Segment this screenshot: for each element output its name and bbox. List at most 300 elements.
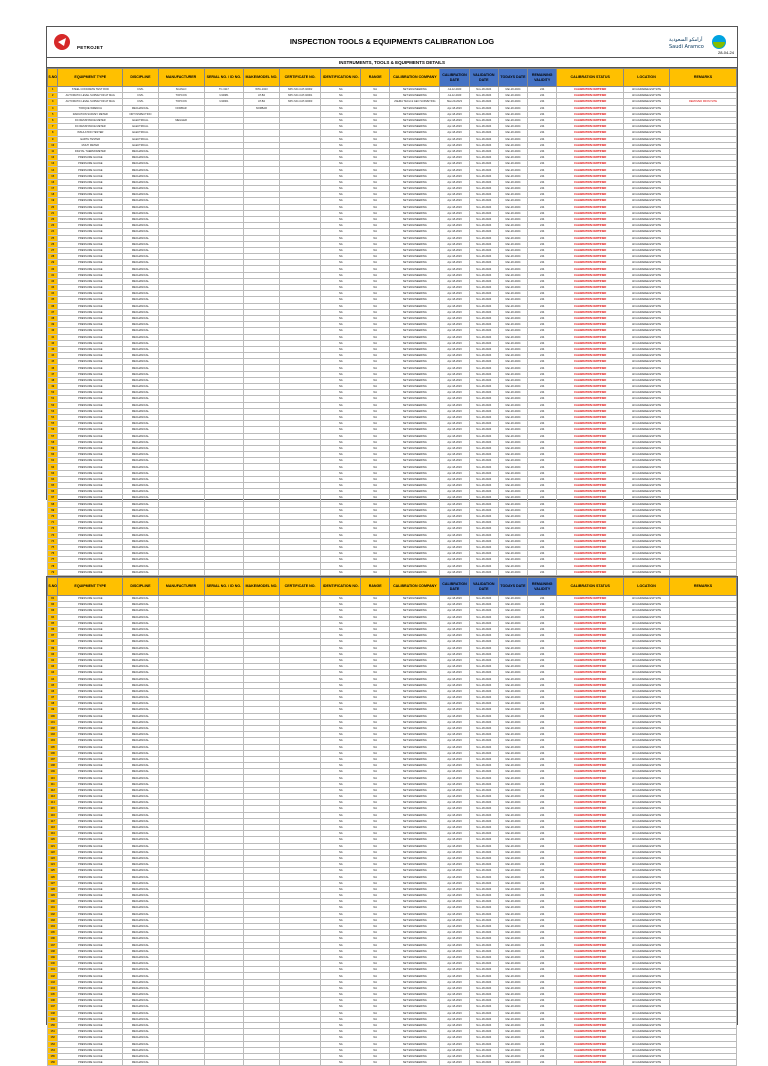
cell-validation-date: Nov-18-2024 (469, 408, 498, 414)
cell-equipment-type: PRESSURE GAUGE (58, 1010, 123, 1016)
cell-todays-date: Mar-20-2024 (498, 111, 527, 117)
cell-discipline: MECHANICAL (123, 371, 158, 377)
cell-remaining-validity: 244 (528, 439, 557, 445)
cell-identification-no: NA (321, 738, 361, 744)
cell-equipment-type: PRESSURE GAUGE (58, 223, 123, 229)
cell-calibration-date: Apr-18-2023 (440, 868, 469, 874)
cell-equipment-type: PRESSURE GAUGE (58, 495, 123, 501)
cell-calibration-status: CALIBRATION CERTIFIED (557, 639, 624, 645)
cell-s-no: 21 (48, 210, 58, 216)
cell-equipment-type: PRESSURE GAUGE (58, 948, 123, 954)
cell-discipline: MECHANICAL (123, 942, 158, 948)
cell-s-no: 28 (48, 254, 58, 260)
cell-discipline: MECHANICAL (123, 173, 158, 179)
cell-s-no: 93 (48, 670, 58, 676)
cell-validation-date: Nov-18-2024 (469, 427, 498, 433)
cell-location: AN AGRAREE ESP SITE (624, 886, 670, 892)
cell-calibration-status: CALIBRATION CERTIFIED (557, 254, 624, 260)
cell-discipline: MECHANICAL (123, 365, 158, 371)
aramco-latin: Saudi Aramco (669, 44, 704, 50)
cell-discipline: MECHANICAL (123, 266, 158, 272)
cell-equipment-type: PRESSURE GAUGE (58, 837, 123, 843)
cell-range: NA (361, 930, 390, 936)
cell-range: NA (361, 526, 390, 532)
cell-location: AN AGRAREE ESP SITE (624, 117, 670, 123)
cell-equipment-type: PRESSURE GAUGE (58, 291, 123, 297)
cell-calibration-company: SET ENGINEERING (390, 93, 440, 99)
cell-validation-date: Nov-18-2024 (469, 229, 498, 235)
cell-identification-no: NA (321, 905, 361, 911)
cell-calibration-date: Apr-18-2023 (440, 501, 469, 507)
cell-calibration-date: Apr-18-2023 (440, 241, 469, 247)
cell-equipment-type: PRESSURE GAUGE (58, 998, 123, 1004)
cell-s-no: 125 (48, 868, 58, 874)
cell-validation-date: Nov-18-2024 (469, 738, 498, 744)
cell-remaining-validity: 244 (528, 695, 557, 701)
cell-location: AN AGRAREE ESP SITE (624, 719, 670, 725)
cell-discipline: MECHANICAL (123, 812, 158, 818)
cell-calibration-company: SET ENGINEERING (390, 489, 440, 495)
cell-validation-date: Nov-18-2024 (469, 695, 498, 701)
cell-s-no: 146 (48, 998, 58, 1004)
cell-discipline: MECHANICAL (123, 427, 158, 433)
cell-discipline: MECHANICAL (123, 979, 158, 985)
cell-range: NA (361, 229, 390, 235)
cell-calibration-date: Apr-18-2023 (440, 445, 469, 451)
cell-s-no: 106 (48, 750, 58, 756)
cell-equipment-type: PRESSURE GAUGE (58, 800, 123, 806)
cell-s-no: 32 (48, 278, 58, 284)
cell-discipline: MECHANICAL (123, 291, 158, 297)
cell-identification-no: NA (321, 917, 361, 923)
cell-identification-no: NA (321, 544, 361, 550)
cell-location: AN AGRAREE ESP SITE (624, 507, 670, 513)
cell-validation-date: Nov-18-2024 (469, 551, 498, 557)
cell-todays-date: Mar-20-2024 (498, 744, 527, 750)
cell-calibration-date: Apr-18-2023 (440, 923, 469, 929)
cell-todays-date: Mar-20-2024 (498, 756, 527, 762)
cell-remaining-validity: 244 (528, 818, 557, 824)
cell-todays-date: Mar-20-2024 (498, 142, 527, 148)
cell-calibration-status: CALIBRATION CERTIFIED (557, 707, 624, 713)
cell-calibration-company: SET ENGINEERING (390, 1016, 440, 1022)
cell-calibration-date: Apr-18-2023 (440, 105, 469, 111)
cell-calibration-status: CALIBRATION CERTIFIED (557, 695, 624, 701)
cell-remaining-validity: 244 (528, 886, 557, 892)
cell-identification-no: NA (321, 278, 361, 284)
cell-calibration-company: SET ENGINEERING (390, 427, 440, 433)
cell-range: NA (361, 359, 390, 365)
cell-range: NA (361, 664, 390, 670)
cell-calibration-status: CALIBRATION CERTIFIED (557, 837, 624, 843)
cell-calibration-company: SET ENGINEERING (390, 495, 440, 501)
cell-todays-date: Mar-20-2024 (498, 136, 527, 142)
table-body (48, 87, 737, 582)
cell-todays-date: Mar-20-2024 (498, 688, 527, 694)
cell-discipline: MECHANICAL (123, 806, 158, 812)
cell-location: AN AGRAREE ESP SITE (624, 1053, 670, 1059)
cell-validation-date: Nov-18-2024 (469, 569, 498, 575)
cell-equipment-type: PRESSURE GAUGE (58, 155, 123, 161)
cell-s-no: 11 (48, 148, 58, 154)
cell-validation-date: Nov-18-2024 (469, 893, 498, 899)
cell-identification-no: NA (321, 315, 361, 321)
section-subtitle: INSTRUMENTS, TOOLS & EQUIPMENTS DETAILS (47, 58, 737, 68)
cell-remaining-validity: 244 (528, 707, 557, 713)
cell-range: NA (361, 886, 390, 892)
cell-calibration-status: CALIBRATION CERTIFIED (557, 973, 624, 979)
cell-calibration-company: SET ENGINEERING (390, 421, 440, 427)
cell-validation-date: Nov-18-2024 (469, 620, 498, 626)
cell-todays-date: Mar-20-2024 (498, 651, 527, 657)
cell-calibration-company: SET ENGINEERING (390, 155, 440, 161)
cell-range: NA (361, 173, 390, 179)
cell-equipment-type: PRESSURE GAUGE (58, 961, 123, 967)
cell-calibration-status: CALIBRATION CERTIFIED (557, 688, 624, 694)
cell-todays-date: Mar-20-2024 (498, 725, 527, 731)
cell-discipline: MECHANICAL (123, 676, 158, 682)
cell-equipment-type: PRESSURE GAUGE (58, 732, 123, 738)
cell-range: NA (361, 421, 390, 427)
cell-remaining-validity: 244 (528, 235, 557, 241)
cell-s-no: 44 (48, 353, 58, 359)
cell-location: AN AGRAREE ESP SITE (624, 707, 670, 713)
cell-identification-no: NA (321, 216, 361, 222)
cell-validation-date: Nov-18-2024 (469, 701, 498, 707)
cell-todays-date: Mar-20-2024 (498, 210, 527, 216)
cell-s-no: 89 (48, 645, 58, 651)
cell-calibration-date: Apr-18-2023 (440, 812, 469, 818)
cell-equipment-type: PRESSURE GAUGE (58, 744, 123, 750)
cell-calibration-company: SET ENGINEERING (390, 111, 440, 117)
cell-todays-date: Mar-20-2024 (498, 645, 527, 651)
cell-validation-date: Nov-18-2024 (469, 507, 498, 513)
cell-remaining-validity: 244 (528, 130, 557, 136)
cell-discipline: MECHANICAL (123, 179, 158, 185)
cell-identification-no: NA (321, 812, 361, 818)
cell-certificate-no (279, 1060, 321, 1066)
cell-s-no: 95 (48, 682, 58, 688)
cell-calibration-status: CALIBRATION CERTIFIED (557, 476, 624, 482)
cell-calibration-company: SET ENGINEERING (390, 458, 440, 464)
cell-range: NA (361, 470, 390, 476)
cell-calibration-date: Apr-18-2023 (440, 961, 469, 967)
cell-location: AN AGRAREE ESP SITE (624, 340, 670, 346)
cell-todays-date: Mar-20-2024 (498, 602, 527, 608)
cell-location: AN AGRAREE ESP SITE (624, 495, 670, 501)
cell-certificate-no: NPC-SIC-CAT-02003 (279, 99, 321, 105)
cell-todays-date: Mar-20-2024 (498, 105, 527, 111)
cell-remaining-validity: 244 (528, 626, 557, 632)
cell-identification-no: NA (321, 794, 361, 800)
cell-calibration-company: SET ENGINEERING (390, 340, 440, 346)
cell-todays-date: Mar-20-2024 (498, 967, 527, 973)
cell-calibration-company: SET ENGINEERING (390, 657, 440, 663)
cell-equipment-type: PRESSURE GAUGE (58, 1029, 123, 1035)
cell-discipline: ELECTRICAL (123, 130, 158, 136)
cell-validation-date: Nov-18-2024 (469, 676, 498, 682)
cell-identification-no: NA (321, 439, 361, 445)
cell-equipment-type: PRESSURE GAUGE (58, 886, 123, 892)
cell-calibration-status: CALIBRATION CERTIFIED (557, 985, 624, 991)
cell-calibration-date: Apr-18-2023 (440, 167, 469, 173)
cell-identification-no: NA (321, 285, 361, 291)
cell-discipline: MECHANICAL (123, 905, 158, 911)
cell-todays-date: Mar-20-2024 (498, 483, 527, 489)
cell-range: NA (361, 800, 390, 806)
cell-validation-date: Nov-18-2024 (469, 433, 498, 439)
cell-location: AN AGRAREE ESP SITE (624, 427, 670, 433)
cell-location: AN AGRAREE ESP SITE (624, 291, 670, 297)
cell-validation-date: Nov-18-2024 (469, 1016, 498, 1022)
cell-calibration-status: CALIBRATION CERTIFIED (557, 651, 624, 657)
cell-equipment-type: PRESSURE GAUGE (58, 992, 123, 998)
cell-range: NA (361, 1041, 390, 1047)
cell-equipment-type: PRESSURE GAUGE (58, 161, 123, 167)
cell-calibration-company: SET ENGINEERING (390, 117, 440, 123)
cell-remaining-validity: 244 (528, 557, 557, 563)
cell-discipline: MECHANICAL (123, 408, 158, 414)
cell-calibration-status: CALIBRATION CERTIFIED (557, 229, 624, 235)
cell-calibration-status: CALIBRATION CERTIFIED (557, 1035, 624, 1041)
cell-equipment-type: PRESSURE GAUGE (58, 707, 123, 713)
cell-calibration-date: Apr-18-2023 (440, 942, 469, 948)
cell-todays-date: Mar-20-2024 (498, 272, 527, 278)
cell-discipline: MECHANICAL (123, 315, 158, 321)
cell-calibration-status: CALIBRATION CERTIFIED (557, 563, 624, 569)
cell-remaining-validity: 244 (528, 198, 557, 204)
cell-calibration-status: CALIBRATION CERTIFIED (557, 596, 624, 602)
cell-location: AN AGRAREE ESP SITE (624, 1035, 670, 1041)
cell-identification-no: NA (321, 340, 361, 346)
cell-remaining-validity: 244 (528, 763, 557, 769)
cell-range: NA (361, 291, 390, 297)
cell-location: AN AGRAREE ESP SITE (624, 744, 670, 750)
cell-todays-date: Mar-20-2024 (498, 719, 527, 725)
cell-discipline: CIVIL (123, 93, 158, 99)
cell-identification-no: NA (321, 421, 361, 427)
cell-calibration-date: Apr-18-2023 (440, 893, 469, 899)
cell-make-model: AT-B4 (244, 93, 279, 99)
cell-calibration-company: SET ENGINEERING (390, 241, 440, 247)
cell-validation-date: Nov-18-2024 (469, 186, 498, 192)
cell-todays-date: Mar-20-2024 (498, 948, 527, 954)
cell-s-no: 147 (48, 1004, 58, 1010)
cell-range: NA (361, 334, 390, 340)
cell-calibration-company: SET ENGINEERING (390, 353, 440, 359)
cell-location: AN AGRAREE ESP SITE (624, 645, 670, 651)
cell-calibration-date: Apr-18-2023 (440, 384, 469, 390)
cell-identification-no: NA (321, 998, 361, 1004)
cell-location: AN AGRAREE ESP SITE (624, 124, 670, 130)
cell-todays-date: Mar-20-2024 (498, 501, 527, 507)
cell-s-no: 108 (48, 763, 58, 769)
cell-validation-date: Nov-18-2024 (469, 979, 498, 985)
cell-make-model: WTA-1023 (244, 87, 279, 93)
cell-range: NA (361, 476, 390, 482)
cell-calibration-status: CALIBRATION CERTIFIED (557, 626, 624, 632)
cell-calibration-status: CALIBRATION CERTIFIED (557, 421, 624, 427)
cell-identification-no: NA (321, 328, 361, 334)
cell-todays-date: Mar-20-2024 (498, 433, 527, 439)
cell-calibration-date: Apr-18-2023 (440, 192, 469, 198)
cell-identification-no: NA (321, 855, 361, 861)
cell-discipline: MECHANICAL (123, 596, 158, 602)
cell-serial-no: U34901 (204, 99, 244, 105)
cell-equipment-type: PRESSURE GAUGE (58, 781, 123, 787)
cell-range: NA (361, 186, 390, 192)
cell-todays-date: Mar-20-2024 (498, 1016, 527, 1022)
cell-location: AN AGRAREE ESP SITE (624, 732, 670, 738)
cell-validation-date: Nov-18-2024 (469, 520, 498, 526)
cell-remaining-validity: 244 (528, 551, 557, 557)
cell-calibration-company: SET ENGINEERING (390, 161, 440, 167)
cell-calibration-status: CALIBRATION CERTIFIED (557, 948, 624, 954)
cell-range: NA (361, 161, 390, 167)
cell-range: NA (361, 682, 390, 688)
cell-todays-date: Mar-20-2024 (498, 569, 527, 575)
cell-s-no: 77 (48, 557, 58, 563)
cell-todays-date: Mar-20-2024 (498, 794, 527, 800)
cell-calibration-company: SET ENGINEERING (390, 198, 440, 204)
cell-calibration-status: CALIBRATION CERTIFIED (557, 1010, 624, 1016)
cell-calibration-date: Apr-18-2023 (440, 979, 469, 985)
cell-range: NA (361, 315, 390, 321)
cell-calibration-company: SET ENGINEERING (390, 874, 440, 880)
cell-identification-no: NA (321, 688, 361, 694)
cell-calibration-company: SET ENGINEERING (390, 992, 440, 998)
cell-calibration-company: SET ENGINEERING (390, 538, 440, 544)
cell-location: AN AGRAREE ESP SITE (624, 421, 670, 427)
table-header-row (48, 69, 737, 87)
cell-remaining-validity: 244 (528, 849, 557, 855)
cell-todays-date: Mar-20-2024 (498, 198, 527, 204)
cell-calibration-status: CALIBRATION CERTIFIED (557, 954, 624, 960)
cell-identification-no: NA (321, 155, 361, 161)
cell-remaining-validity: 244 (528, 701, 557, 707)
cell-identification-no: NA (321, 396, 361, 402)
cell-calibration-date: Apr-18-2023 (440, 998, 469, 1004)
cell-equipment-type: PRESSURE GAUGE (58, 676, 123, 682)
cell-equipment-type: PRESSURE GAUGE (58, 359, 123, 365)
cell-todays-date: Mar-20-2024 (498, 179, 527, 185)
cell-remaining-validity: 244 (528, 266, 557, 272)
cell-discipline: MECHANICAL (123, 346, 158, 352)
cell-s-no: 10 (48, 142, 58, 148)
cell-calibration-date: Apr-18-2023 (440, 124, 469, 130)
cell-remaining-validity: 244 (528, 812, 557, 818)
cell-validation-date: Nov-18-2024 (469, 489, 498, 495)
cell-validation-date: Nov-18-2024 (469, 633, 498, 639)
cell-calibration-company: SET ENGINEERING (390, 569, 440, 575)
cell-manufacturer: MEGGER (158, 117, 204, 123)
cell-calibration-status: CALIBRATION CERTIFIED (557, 247, 624, 253)
cell-calibration-company: SET ENGINEERING (390, 614, 440, 620)
cell-todays-date: Mar-20-2024 (498, 396, 527, 402)
cell-calibration-status: CALIBRATION CERTIFIED (557, 893, 624, 899)
cell-equipment-type: PRESSURE GAUGE (58, 614, 123, 620)
cell-todays-date: Mar-20-2024 (498, 148, 527, 154)
cell-calibration-status: CALIBRATION CERTIFIED (557, 551, 624, 557)
cell-calibration-status: CALIBRATION CERTIFIED (557, 130, 624, 136)
cell-location: AN AGRAREE ESP SITE (624, 334, 670, 340)
cell-todays-date: Mar-20-2024 (498, 670, 527, 676)
header-discipline: DISCIPLINE (123, 69, 158, 87)
cell-calibration-company: SET ENGINEERING (390, 602, 440, 608)
cell-remaining-validity: 244 (528, 1047, 557, 1053)
cell-certificate-no: NPC-SIC-CAT-02002 (279, 87, 321, 93)
cell-discipline: MECHANICAL (123, 923, 158, 929)
cell-discipline: MECHANICAL (123, 670, 158, 676)
cell-discipline: MECHANICAL (123, 1004, 158, 1010)
cell-discipline: MECHANICAL (123, 732, 158, 738)
cell-validation-date: Nov-18-2024 (469, 818, 498, 824)
cell-location: AN AGRAREE ESP SITE (624, 676, 670, 682)
cell-discipline: MECHANICAL (123, 384, 158, 390)
cell-remaining-validity: 244 (528, 433, 557, 439)
cell-calibration-company: SET ENGINEERING (390, 507, 440, 513)
cell-todays-date: Mar-20-2024 (498, 322, 527, 328)
cell-discipline: MECHANICAL (123, 626, 158, 632)
cell-calibration-date: Apr-18-2023 (440, 651, 469, 657)
cell-range: NA (361, 645, 390, 651)
cell-identification-no: NA (321, 495, 361, 501)
cell-location: AN AGRAREE ESP SITE (624, 608, 670, 614)
cell-location: AN AGRAREE ESP SITE (624, 812, 670, 818)
cell-range: NA (361, 1010, 390, 1016)
cell-validation-date: Nov-18-2024 (469, 421, 498, 427)
cell-calibration-company: SET ENGINEERING (390, 930, 440, 936)
cell-discipline: MECHANICAL (123, 837, 158, 843)
cell-range: NA (361, 1029, 390, 1035)
cell-s-no: 84 (48, 614, 58, 620)
cell-remaining-validity: 244 (528, 148, 557, 154)
cell-location: AN AGRAREE ESP SITE (624, 800, 670, 806)
cell-todays-date: Mar-20-2024 (498, 639, 527, 645)
cell-s-no: 130 (48, 899, 58, 905)
cell-validation-date: Nov-18-2024 (469, 614, 498, 620)
cell-todays-date: Mar-20-2024 (498, 247, 527, 253)
cell-s-no: 99 (48, 707, 58, 713)
cell-range: NA (361, 923, 390, 929)
cell-s-no: 66 (48, 489, 58, 495)
cell-identification-no: NA (321, 849, 361, 855)
cell-location: AN AGRAREE ESP SITE (624, 831, 670, 837)
cell-identification-no: NA (321, 614, 361, 620)
cell-discipline: MECHANICAL (123, 328, 158, 334)
cell-calibration-date: Apr-18-2023 (440, 223, 469, 229)
cell-todays-date: Mar-20-2024 (498, 905, 527, 911)
cell-calibration-date: Apr-18-2023 (440, 173, 469, 179)
cell-range: NA (361, 1022, 390, 1028)
cell-equipment-type: PRESSURE GAUGE (58, 439, 123, 445)
cell-location: AN AGRAREE ESP SITE (624, 626, 670, 632)
cell-calibration-date: Apr-18-2023 (440, 297, 469, 303)
cell-equipment-type: PRESSURE GAUGE (58, 198, 123, 204)
cell-calibration-company: SET ENGINEERING (390, 676, 440, 682)
cell-location: AN AGRAREE ESP SITE (624, 433, 670, 439)
cell-discipline: MECHANICAL (123, 843, 158, 849)
cell-validation-date: Nov-18-2024 (469, 1029, 498, 1035)
cell-discipline: MECHANICAL (123, 538, 158, 544)
cell-validation-date: Nov-18-2024 (469, 639, 498, 645)
cell-identification-no: NA (321, 701, 361, 707)
cell-remaining-validity: 244 (528, 353, 557, 359)
cell-s-no: 23 (48, 223, 58, 229)
cell-remaining-validity: 244 (528, 322, 557, 328)
cell-s-no: 63 (48, 470, 58, 476)
cell-validation-date: Nov-18-2024 (469, 930, 498, 936)
